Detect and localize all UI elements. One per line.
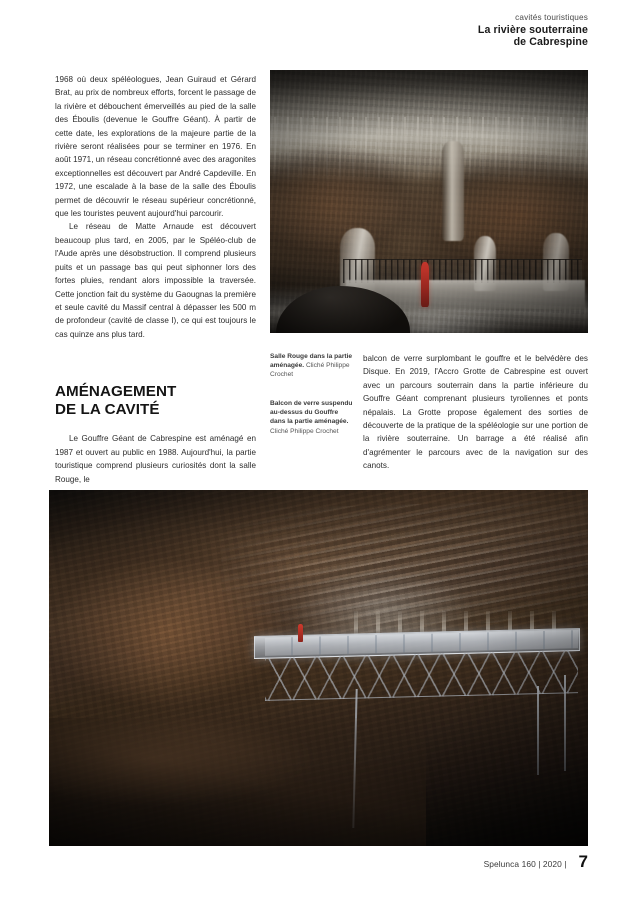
foreground-rubble <box>49 718 426 846</box>
caption-credit: Cliché Philippe Crochet <box>270 427 339 435</box>
left-text-column <box>55 73 256 486</box>
paragraph: Le réseau de Matte Arnaude est découvert beaucoup plus tard, en 2005, par le Spéléo-club de l'Aude après une désobstruction. Il comprend plusieurs puits et un passage bas qui peut siphonner lors des fortes pluies, rendant alors impossible la traversée. Cette jonction fait du système du Gaougnas la première et seule cavité du Massif central à dépasser les 500 m de profondeur (cavité de classe I), ce qui est toujours le cas quinze ans plus tard. <box>55 222 256 339</box>
photo-caption <box>270 399 354 435</box>
caption-text: Salle Rouge dans la partie aménagée. <box>270 353 353 370</box>
right-text-column <box>363 352 588 473</box>
caver-figure <box>421 262 429 307</box>
support-leg-3 <box>564 675 566 771</box>
photo-caption <box>270 352 354 379</box>
salle-rouge-photo-art <box>270 70 588 333</box>
article-body-section <box>55 432 256 486</box>
section-heading-line1: AMÉNAGEMENT <box>55 383 177 401</box>
header-title-line2: de Cabrespine <box>513 36 588 49</box>
issue-label: Spelunca 160 | 2020 | <box>483 859 567 869</box>
section-heading <box>55 383 256 418</box>
caption-text: Balcon de verre suspendu au-dessus du Gouffre dans la partie aménagée. <box>270 400 353 426</box>
balcon-de-verre-photo <box>49 490 588 846</box>
page-footer <box>484 852 588 872</box>
section-heading-line2: DE LA CAVITÉ <box>55 400 160 418</box>
caption-column <box>270 352 354 436</box>
salle-rouge-photo <box>270 70 588 333</box>
page-number: 7 <box>578 852 588 871</box>
visitor-figure <box>298 624 303 643</box>
paragraph: 1968 où deux spéléologues, Jean Guiraud et Gérard Brat, au prix de nombreux efforts, forcent le passage de la rivière et débouchent émerveillés au pied de la salle des Éboulis (devenue le Gouffre Géant). À partir de cette date, les explorations de la majeure partie de la rivière seront réalisées pour se terminer en 1976. En août 1971, un réseau concrétionné avec des aragonites exceptionnelles est découvert par André Capdeville. En 1972, une escalade à la base de la salle des Éboulis permet de découvrir le réseau supérieur concrétionné, que les touristes peuvent aujourd'hui parcourir. <box>55 75 256 219</box>
stalactite-fringe <box>270 117 588 185</box>
paragraph: balcon de verre surplombant le gouffre et le belvédère des Disque. En 2019, l'Accro Grotte de Cabrespine est ouvert avec un parcours souterrain dans la partie inférieure du Gouffre Géant comprenant plusieurs tyroliennes et ponts népalais. La Grotte propose également des sorties de découverte de la pratique de la spéléologie sur une portion de la rivière souterraine. Un barrage a été réalisé afin d'agrémenter le parcours avec de la navigation sur des canots. <box>363 354 588 471</box>
balcon-photo-art <box>49 490 588 846</box>
paragraph: Le Gouffre Géant de Cabrespine est aménagé en 1987 et ouvert au public en 1988. Aujourd'hui, la partie touristique comprend plusieurs curiosités dont la salle Rouge, le <box>55 434 256 484</box>
steel-truss <box>265 650 578 700</box>
caption-credit: Cliché Philippe Crochet <box>270 362 350 379</box>
header-title-line1: La rivière souterraine <box>477 23 588 36</box>
running-header <box>478 13 588 49</box>
header-kicker: cavités touristiques <box>515 13 588 22</box>
cave-pillar <box>442 141 464 241</box>
article-body-left <box>55 73 256 341</box>
support-leg-2 <box>537 686 539 775</box>
article-body-right <box>363 352 588 473</box>
